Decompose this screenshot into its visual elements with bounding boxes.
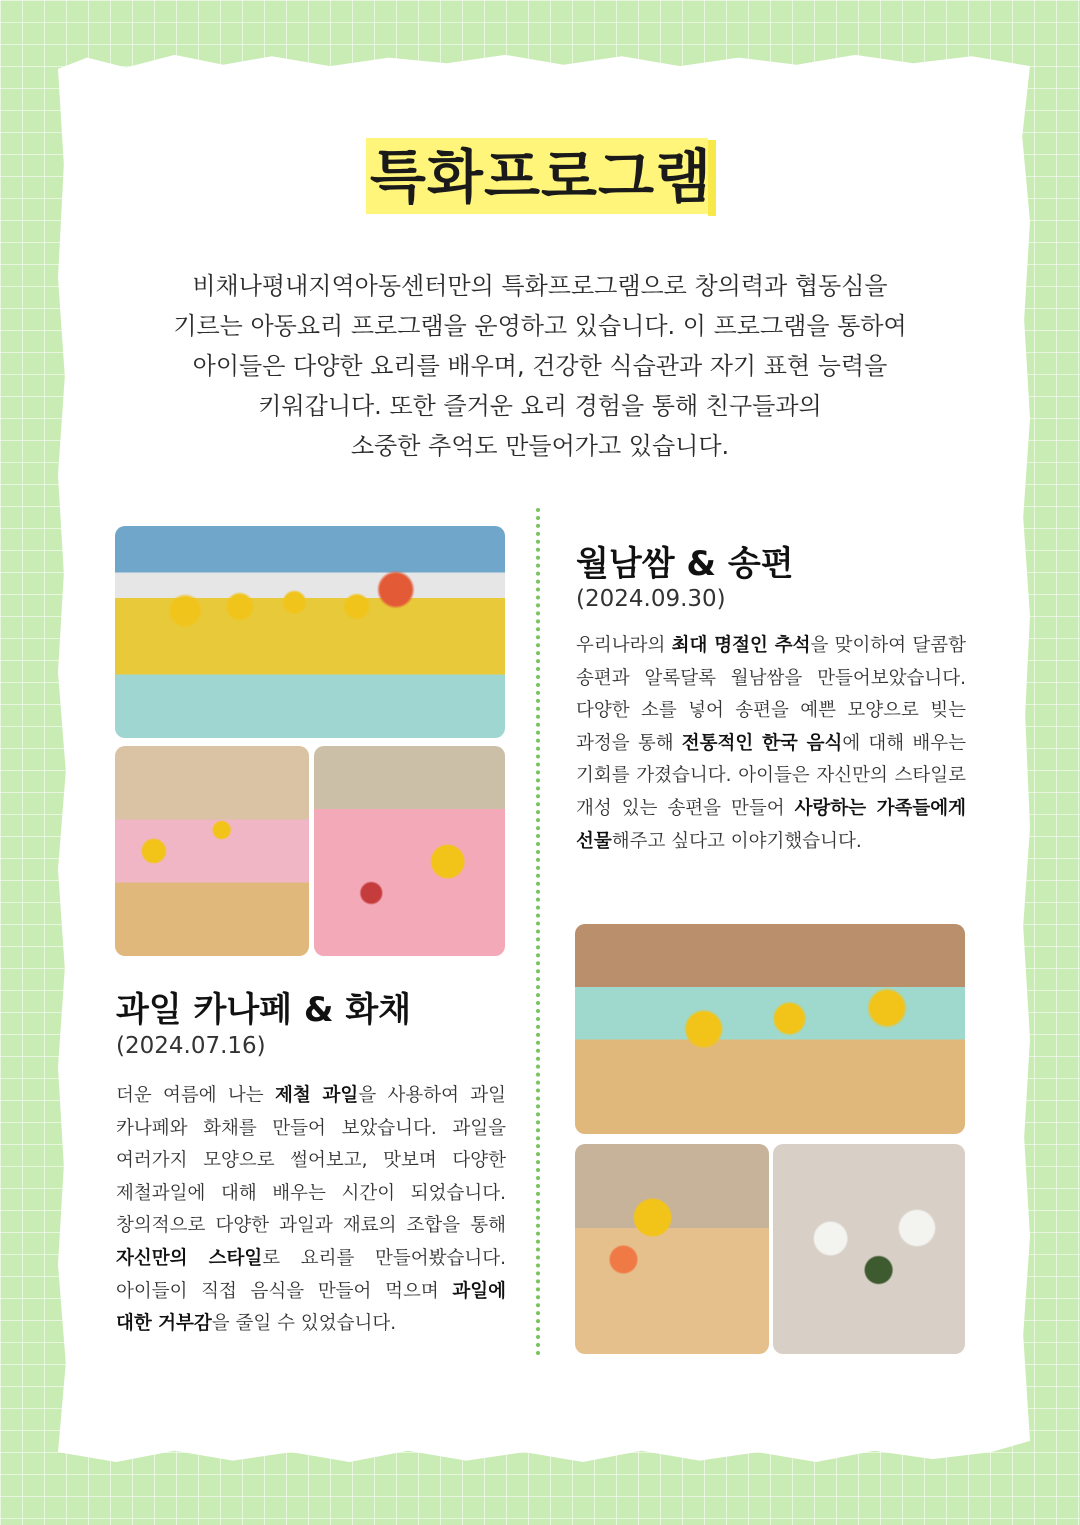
left-section-body xyxy=(116,1080,506,1341)
rolling-photo xyxy=(575,1144,769,1354)
right-section-title: 월남쌈 & 송편 xyxy=(576,544,794,584)
intro-line: 아이들은 다양한 요리를 배우며, 건강한 식습관과 자기 표현 능력을 xyxy=(192,352,888,380)
left-section-date: (2024.07.16) xyxy=(116,1033,266,1059)
body-text: 을 줄일 수 있었습니다. xyxy=(211,1313,397,1335)
body-text: 에 대해 배우는 기회를 가졌습니다. 아이들은 자신만의 스타일로 개성 있는 송편을 만들어 xyxy=(576,732,966,819)
column-divider xyxy=(536,508,540,1356)
emphasis-text: 제철 과일 xyxy=(274,1085,359,1106)
body-text: 을 맞이하여 달콤함 송편과 알록달록 월남쌈을 만들어보았습니다. 다양한 소를 넣어 송편을 예쁜 모양으로 빚는 과정을 통해 xyxy=(576,635,966,754)
intro-paragraph xyxy=(120,266,960,466)
right-section-date: (2024.09.30) xyxy=(576,586,726,612)
intro-line: 키워갑니다. 또한 즐거운 요리 경험을 통해 친구들과의 xyxy=(258,392,822,420)
emphasis-text: 자신만의 스타일 xyxy=(116,1247,263,1269)
emphasis-text: 과일에 대한 거부감 xyxy=(116,1280,506,1335)
emphasis-text: 최대 명절인 추석 xyxy=(671,635,811,656)
child-photo xyxy=(314,746,505,956)
intro-line: 소중한 추억도 만들어가고 있습니다. xyxy=(350,432,730,460)
intro-line: 비채나평내지역아동센터만의 특화프로그램으로 창의력과 협동심을 xyxy=(192,272,888,300)
group-photo xyxy=(115,526,505,738)
right-section-body xyxy=(576,630,966,858)
body-text: 로 요리를 만들어봤습니다. 아이들이 직접 음식을 만들어 먹으며 xyxy=(116,1247,506,1302)
emphasis-text: 사랑하는 가족들에게 선물 xyxy=(576,797,967,852)
body-text: 을 사용하여 과일 카나페와 화채를 만들어 보았습니다. 과일을 여러가지 모양으로 썰어보고, 맛보며 다양한 제철과일에 대해 배우는 시간이 되었습니다. 창의적으로 다양한 과일과 재료의 조합을 통해 xyxy=(116,1085,506,1237)
left-section-title: 과일 카나페 & 화채 xyxy=(116,990,412,1030)
title-block xyxy=(366,138,716,216)
songpyeon-photo xyxy=(773,1144,965,1354)
intro-line: 기르는 아동요리 프로그램을 운영하고 있습니다. 이 프로그램을 통하여 xyxy=(173,312,907,340)
body-text: 더운 여름에 나는 xyxy=(116,1085,275,1106)
body-text: 우리나라의 xyxy=(576,635,672,656)
body-text: 해주고 싶다고 이야기했습니다. xyxy=(611,830,862,852)
cooking-photo xyxy=(115,746,309,956)
page-title: 특화프로그램 xyxy=(369,143,713,211)
classroom-photo xyxy=(575,924,965,1134)
emphasis-text: 전통적인 한국 음식 xyxy=(681,732,843,754)
